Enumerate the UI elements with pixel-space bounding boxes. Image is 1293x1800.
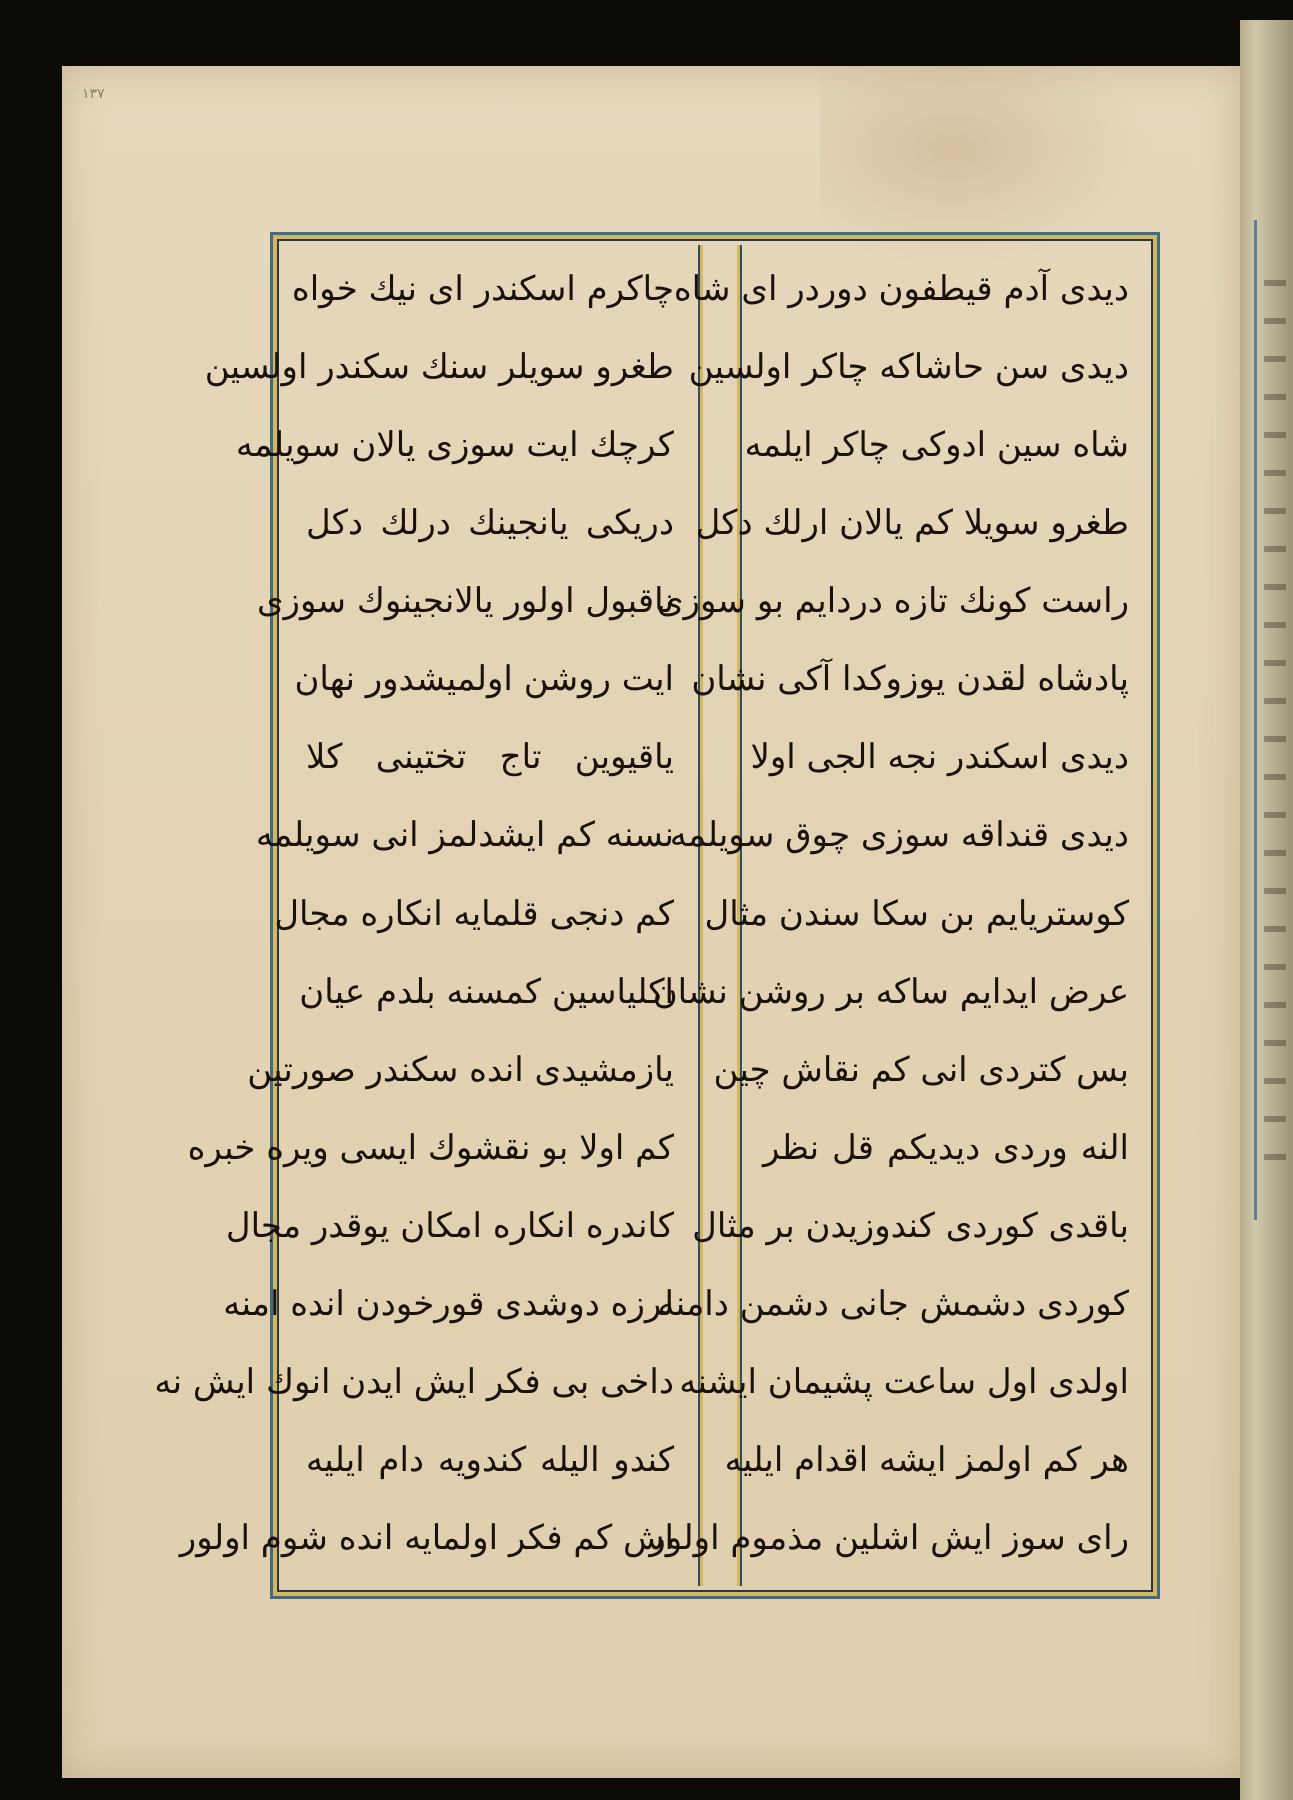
left-text-column (154, 248, 694, 1583)
verse-line: شاه سین ادوکی چاکر ایلمه (744, 425, 1129, 466)
verse-line: یاقیوین تاج تختینی کلا (306, 737, 674, 778)
verse-line: یازمشیدی انده سکندر صورتین (247, 1049, 674, 1090)
verse-line: ایت روشن اولمیشدور نهان (294, 659, 674, 700)
verse-line: ناقبول اولور یالانجینوك سوزی (256, 581, 674, 622)
verse-line: چاکرم اسکندر ای نیك خواه (291, 269, 674, 309)
verse-line: کوستریایم بن سکا سندن مثال (704, 893, 1129, 934)
right-text-column (649, 248, 1149, 1583)
verse-line: لرزه دوشدی قورخودن انده امنه (223, 1283, 674, 1324)
verse-line: کم اولا بو نقشوك ایسی ویره خبره (187, 1127, 674, 1168)
facing-page-edge (1240, 20, 1293, 1800)
verse-line: کم دنجی قلمایه انکاره مجال (274, 893, 674, 934)
verse-line: داخی بی فکر ایش ایدن انوك ایش نه (154, 1361, 674, 1402)
verse-line: دیدی اسکندر نجه الجی اولا (750, 737, 1129, 778)
verse-line: دیدی قنداقه سوزی چوق سویلمه (669, 815, 1129, 856)
verse-line: دریکی یانجینك درلك دکل (306, 503, 674, 544)
verse-line: کوردی دشمش جانی دشمن دامنه (657, 1283, 1129, 1324)
verse-line: اش کم فکر اولمایه انده شوم اولور (179, 1518, 674, 1558)
verse-line: باقدی کوردی کندوزیدن بر مثال (692, 1205, 1129, 1246)
verse-line: اولدی اول ساعت پشیمان ایشنه (679, 1361, 1129, 1402)
verse-line: راست کونك تازه دردایم بو سوزی (656, 581, 1129, 622)
verse-line: پادشاه لقدن یوزوکدا آکی نشان (691, 659, 1129, 700)
verse-line: بس کتردی انی کم نقاش چین (713, 1049, 1129, 1090)
verse-line: دیدی آدم قیطفون دوردر ای شاه (673, 269, 1129, 309)
verse-line: کاندره انکاره امکان یوقدر مجال (225, 1205, 674, 1246)
verse-line: النه وردی دیدیکم قل نظر (763, 1127, 1129, 1168)
text-frame (154, 232, 1160, 1599)
verse-line: هر کم اولمز ایشه اقدام ایلیه (724, 1439, 1129, 1480)
verse-line: نسنه کم ایشدلمز انی سویلمه (255, 815, 674, 856)
verse-line: کرچك ایت سوزی یالان سویلمه (235, 425, 674, 466)
verse-line: رای سوز ایش اشلین مذموم اولور (649, 1518, 1129, 1558)
verse-line: کندو الیله کندویه دام ایلیه (306, 1439, 674, 1480)
verse-line: عرض ایدایم ساکه بر روشن نشان (652, 971, 1129, 1012)
facing-page-text-fragment (1264, 280, 1286, 1180)
facing-page-frame-rule (1254, 220, 1257, 1220)
verse-line: طغرو سویلا کم یالان ارلك دکل (695, 503, 1129, 544)
folio-number: ١٣٧ (82, 86, 105, 102)
verse-line: طغرو سویلر سنك سکندر اولسین (204, 347, 674, 388)
verse-line: اکلیاسین کمسنه بلدم عیان (299, 971, 674, 1012)
verse-line: دیدی سن حاشاکه چاکر اولسین (688, 347, 1129, 388)
